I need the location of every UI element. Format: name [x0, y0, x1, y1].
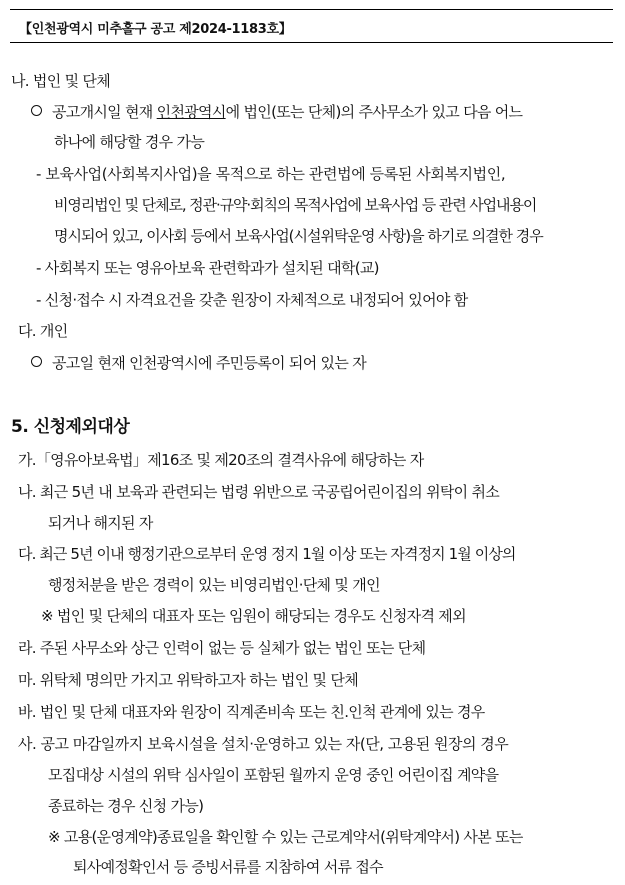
corp-item-1-line2: 비영리법인 및 단체로, 정관·규약·회칙의 목적사업에 보육사업 등 관련 사업내용이 — [54, 196, 537, 214]
corp-heading: 나. 법인 및 단체 — [11, 72, 111, 90]
exclusion-d: 라. 주된 사무소와 상근 인력이 없는 등 실체가 없는 법인 또는 단체 — [18, 639, 426, 657]
circle-bullet-icon — [31, 356, 42, 367]
corp-condition-cont: 하나에 해당할 경우 가능 — [54, 133, 205, 151]
exclusion-b: 나. 최근 5년 내 보육과 관련되는 법령 위반으로 국공립어린이집의 위탁이 취소 — [18, 483, 500, 501]
circle-bullet-icon — [31, 105, 42, 116]
underlined-city: 인천광역시 — [156, 103, 226, 121]
exclusion-b-cont: 되거나 해지된 자 — [48, 514, 153, 532]
indiv-condition: 공고일 현재 인천광역시에 주민등록이 되어 있는 자 — [31, 353, 366, 373]
corp-item-3: - 신청·접수 시 자격요건을 갖춘 원장이 자체적으로 내정되어 있어야 함 — [36, 291, 468, 309]
indiv-heading: 다. 개인 — [18, 322, 68, 340]
exclusion-c: 다. 최근 5년 이내 행정기관으로부터 운영 정지 1월 이상 또는 자격정지 1월 이상의 — [18, 545, 516, 563]
exclusion-c-note: ※ 법인 및 단체의 대표자 또는 임원이 해당되는 경우도 신청자격 제외 — [41, 607, 466, 625]
corp-condition: 공고개시일 현재 인천광역시에 법인(또는 단체)의 주사무소가 있고 다음 어느 — [31, 102, 522, 122]
corp-item-1-line3: 명시되어 있고, 이사회 등에서 보육사업(시설위탁운영 사항)을 하기로 의결한 경우 — [54, 227, 543, 245]
exclusion-a: 가.「영유아보육법」제16조 및 제20조의 결격사유에 해당하는 자 — [18, 451, 424, 469]
notice-header — [10, 9, 613, 43]
corp-item-1: - 보육사업(사회복지사업)을 목적으로 하는 관련법에 등록된 사회복지법인, — [36, 165, 506, 183]
exclusion-e: 마. 위탁체 명의만 가지고 위탁하고자 하는 법인 및 단체 — [18, 671, 358, 689]
exclusion-g-note: ※ 고용(운영계약)종료일을 확인할 수 있는 근로계약서(위탁계약서) 사본 또는 — [48, 828, 523, 846]
section-title: 5. 신청제외대상 — [11, 417, 130, 437]
exclusion-g: 사. 공고 마감일까지 보육시설을 설치·운영하고 있는 자(단, 고용된 원장의 경우 — [18, 735, 509, 753]
corp-item-2: - 사회복지 또는 영유아보육 관련학과가 설치된 대학(교) — [36, 259, 379, 277]
notice-number: 【인천광역시 미추홀구 공고 제2024-1183호】 — [19, 22, 292, 37]
exclusion-f: 바. 법인 및 단체 대표자와 원장이 직계존비속 또는 친.인척 관계에 있는 경우 — [18, 703, 485, 721]
exclusion-g-cont-2: 종료하는 경우 신청 가능) — [48, 797, 204, 815]
exclusion-c-cont: 행정처분을 받은 경력이 있는 비영리법인·단체 및 개인 — [48, 576, 380, 594]
exclusion-g-cont-1: 모집대상 시설의 위탁 심사일이 포함된 월까지 운영 중인 어린이집 계약을 — [48, 766, 499, 784]
exclusion-g-note-cont: 퇴사예정확인서 등 증빙서류를 지참하여 서류 접수 — [73, 858, 383, 876]
